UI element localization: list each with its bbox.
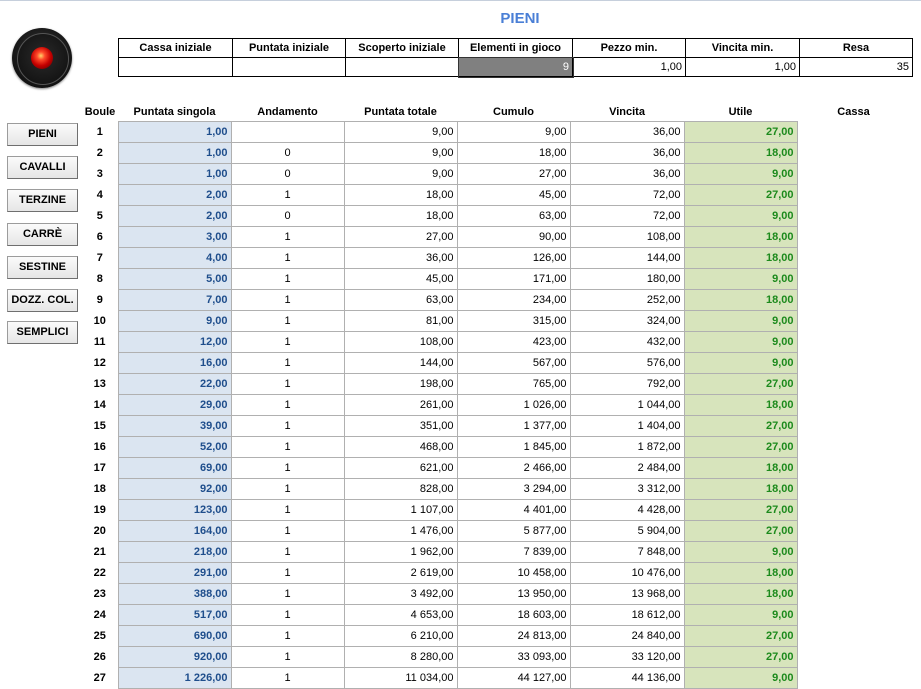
vincita-cell[interactable]: 18 612,00: [570, 605, 684, 626]
param-header-puntata-iniziale: Puntata iniziale: [233, 39, 346, 58]
table-row: [82, 521, 910, 542]
cumulo-cell[interactable]: 126,00: [457, 248, 570, 269]
cumulo-cell[interactable]: 27,00: [457, 164, 570, 185]
puntata-totale-cell[interactable]: 1 962,00: [344, 542, 457, 563]
cassa-cell[interactable]: [797, 605, 910, 626]
utile-cell[interactable]: 9,00: [684, 542, 797, 563]
vincita-cell[interactable]: 4 428,00: [570, 500, 684, 521]
boule-cell[interactable]: 24: [93, 609, 106, 621]
puntata-totale-cell[interactable]: 45,00: [344, 269, 457, 290]
andamento-cell[interactable]: 1: [231, 500, 344, 521]
cassa-cell[interactable]: [797, 416, 910, 437]
table-row: [82, 248, 910, 269]
vincita-cell[interactable]: 7 848,00: [570, 542, 684, 563]
puntata-totale-cell[interactable]: 27,00: [344, 227, 457, 248]
boule-cell[interactable]: 8: [96, 273, 103, 285]
table-row: [82, 290, 910, 311]
carre-button[interactable]: CARRÈ: [7, 223, 78, 246]
cumulo-cell[interactable]: 90,00: [457, 227, 570, 248]
boule-cell[interactable]: 18: [93, 483, 106, 495]
puntata-singola-cell[interactable]: 1,00: [118, 164, 231, 185]
vincita-cell[interactable]: 36,00: [570, 143, 684, 164]
cassa-cell[interactable]: [797, 626, 910, 647]
table-row: [82, 605, 910, 626]
table-row: [82, 458, 910, 479]
puntata-totale-cell[interactable]: 18,00: [344, 185, 457, 206]
puntata-totale-cell[interactable]: 198,00: [344, 374, 457, 395]
andamento-cell[interactable]: 1: [231, 458, 344, 479]
puntata-singola-cell[interactable]: 7,00: [118, 290, 231, 311]
cassa-cell[interactable]: [797, 374, 910, 395]
cumulo-cell[interactable]: 63,00: [457, 206, 570, 227]
table-row: [82, 374, 910, 395]
utile-cell[interactable]: 18,00: [684, 143, 797, 164]
cumulo-cell[interactable]: 24 813,00: [457, 626, 570, 647]
boule-cell[interactable]: 13: [93, 378, 106, 390]
boule-cell[interactable]: 15: [93, 420, 106, 432]
cumulo-cell[interactable]: 315,00: [457, 311, 570, 332]
cassa-cell[interactable]: [797, 584, 910, 605]
utile-cell[interactable]: 27,00: [684, 416, 797, 437]
boule-cell[interactable]: 9: [96, 294, 103, 306]
param-header-resa: Resa: [800, 39, 913, 58]
parameters-value-row: [119, 58, 913, 77]
cumulo-cell[interactable]: 7 839,00: [457, 542, 570, 563]
puntata-singola-cell[interactable]: 388,00: [118, 584, 231, 605]
puntata-totale-cell[interactable]: 468,00: [344, 437, 457, 458]
cassa-cell[interactable]: [797, 269, 910, 290]
puntata-singola-cell[interactable]: 1,00: [118, 122, 231, 143]
andamento-cell[interactable]: 1: [231, 647, 344, 668]
vincita-cell[interactable]: 36,00: [570, 164, 684, 185]
cumulo-cell[interactable]: 171,00: [457, 269, 570, 290]
table-row: [82, 647, 910, 668]
cumulo-cell[interactable]: 9,00: [457, 122, 570, 143]
cumulo-cell[interactable]: 234,00: [457, 290, 570, 311]
scoperto-iniziale-cell[interactable]: [346, 58, 459, 77]
cumulo-cell[interactable]: 45,00: [457, 185, 570, 206]
param-header-scoperto-iniziale: Scoperto iniziale: [346, 39, 459, 58]
cassa-cell[interactable]: [797, 563, 910, 584]
puntata-totale-cell[interactable]: 144,00: [344, 353, 457, 374]
cassa-cell[interactable]: [797, 290, 910, 311]
cassa-iniziale-cell[interactable]: [119, 58, 233, 77]
puntata-totale-cell[interactable]: 351,00: [344, 416, 457, 437]
utile-cell[interactable]: 18,00: [684, 479, 797, 500]
cassa-cell[interactable]: [797, 164, 910, 185]
utile-cell[interactable]: 27,00: [684, 626, 797, 647]
table-row: [82, 416, 910, 437]
vincita-cell[interactable]: 36,00: [570, 122, 684, 143]
boule-cell[interactable]: 19: [93, 504, 106, 516]
cassa-cell[interactable]: [797, 185, 910, 206]
cassa-cell[interactable]: [797, 332, 910, 353]
progression-table: [82, 102, 910, 689]
andamento-cell[interactable]: 1: [231, 185, 344, 206]
vincita-cell[interactable]: 13 968,00: [570, 584, 684, 605]
cumulo-cell[interactable]: 423,00: [457, 332, 570, 353]
cassa-cell[interactable]: [797, 458, 910, 479]
cumulo-cell[interactable]: 44 127,00: [457, 668, 570, 689]
puntata-singola-cell[interactable]: 218,00: [118, 542, 231, 563]
puntata-singola-cell[interactable]: 5,00: [118, 269, 231, 290]
vincita-cell[interactable]: 1 404,00: [570, 416, 684, 437]
parameters-table: [118, 38, 913, 77]
boule-cell[interactable]: 11: [93, 336, 106, 348]
utile-cell[interactable]: 18,00: [684, 458, 797, 479]
header-andamento: Andamento: [257, 105, 318, 118]
puntata-singola-cell[interactable]: 69,00: [118, 458, 231, 479]
boule-cell[interactable]: 4: [96, 189, 103, 201]
top-border: [0, 0, 921, 1]
utile-cell[interactable]: 27,00: [684, 647, 797, 668]
param-header-elementi-in-gioco: Elementi in gioco: [459, 39, 573, 58]
table-header-row: [82, 102, 910, 122]
table-row: [82, 269, 910, 290]
cumulo-cell[interactable]: 13 950,00: [457, 584, 570, 605]
puntata-singola-cell[interactable]: 9,00: [118, 311, 231, 332]
puntata-singola-cell[interactable]: 690,00: [118, 626, 231, 647]
cassa-cell[interactable]: [797, 542, 910, 563]
boule-cell[interactable]: 5: [96, 210, 103, 222]
andamento-cell[interactable]: 0: [231, 143, 344, 164]
cassa-cell[interactable]: [797, 395, 910, 416]
logo-eye: [31, 47, 53, 69]
boule-cell[interactable]: 23: [93, 588, 106, 600]
puntata-totale-cell[interactable]: 9,00: [344, 164, 457, 185]
puntata-totale-cell[interactable]: 828,00: [344, 479, 457, 500]
puntata-totale-cell[interactable]: 4 653,00: [344, 605, 457, 626]
puntata-totale-cell[interactable]: 63,00: [344, 290, 457, 311]
utile-cell[interactable]: 9,00: [684, 332, 797, 353]
table-row: [82, 395, 910, 416]
header-cumulo: Cumulo: [493, 105, 534, 118]
boule-cell[interactable]: 3: [96, 168, 103, 180]
utile-cell[interactable]: 9,00: [684, 311, 797, 332]
andamento-cell[interactable]: 1: [231, 563, 344, 584]
header-boule: Boule: [84, 105, 116, 118]
andamento-cell[interactable]: 1: [231, 584, 344, 605]
cassa-cell[interactable]: [797, 500, 910, 521]
cumulo-cell[interactable]: 18,00: [457, 143, 570, 164]
table-row: [82, 332, 910, 353]
vincita-cell[interactable]: 108,00: [570, 227, 684, 248]
andamento-cell[interactable]: 1: [231, 227, 344, 248]
andamento-cell[interactable]: 1: [231, 353, 344, 374]
cassa-cell[interactable]: [797, 353, 910, 374]
utile-cell[interactable]: 18,00: [684, 290, 797, 311]
andamento-cell[interactable]: 1: [231, 521, 344, 542]
cumulo-cell[interactable]: 4 401,00: [457, 500, 570, 521]
puntata-singola-cell[interactable]: 39,00: [118, 416, 231, 437]
puntata-totale-cell[interactable]: 1 107,00: [344, 500, 457, 521]
puntata-singola-cell[interactable]: 3,00: [118, 227, 231, 248]
cassa-cell[interactable]: [797, 668, 910, 689]
cumulo-cell[interactable]: 10 458,00: [457, 563, 570, 584]
vincita-cell[interactable]: 324,00: [570, 311, 684, 332]
cassa-cell[interactable]: [797, 521, 910, 542]
puntata-totale-cell[interactable]: 18,00: [344, 206, 457, 227]
table-row: [82, 353, 910, 374]
puntata-totale-cell[interactable]: 36,00: [344, 248, 457, 269]
puntata-totale-cell[interactable]: 9,00: [344, 143, 457, 164]
utile-cell[interactable]: 9,00: [684, 206, 797, 227]
vincita-cell[interactable]: 10 476,00: [570, 563, 684, 584]
cassa-cell[interactable]: [797, 248, 910, 269]
boule-cell[interactable]: 2: [96, 147, 103, 159]
puntata-singola-cell[interactable]: 52,00: [118, 437, 231, 458]
vincita-cell[interactable]: 72,00: [570, 206, 684, 227]
resa-cell[interactable]: 35: [800, 58, 913, 77]
vincita-cell[interactable]: 180,00: [570, 269, 684, 290]
utile-cell[interactable]: 18,00: [684, 563, 797, 584]
boule-cell[interactable]: 6: [96, 231, 103, 243]
boule-cell[interactable]: 21: [93, 546, 106, 558]
utile-cell[interactable]: 18,00: [684, 248, 797, 269]
puntata-totale-cell[interactable]: 3 492,00: [344, 584, 457, 605]
utile-cell[interactable]: 9,00: [684, 353, 797, 374]
table-row: [82, 500, 910, 521]
cumulo-cell[interactable]: 765,00: [457, 374, 570, 395]
utile-cell[interactable]: 27,00: [684, 500, 797, 521]
utile-cell[interactable]: 18,00: [684, 584, 797, 605]
table-body: [82, 122, 910, 689]
cumulo-cell[interactable]: 2 466,00: [457, 458, 570, 479]
table-row: [82, 563, 910, 584]
puntata-totale-cell[interactable]: 81,00: [344, 311, 457, 332]
cassa-cell[interactable]: [797, 311, 910, 332]
semplici-button[interactable]: SEMPLICI: [7, 321, 78, 344]
utile-cell[interactable]: 9,00: [684, 605, 797, 626]
utile-cell[interactable]: 9,00: [684, 668, 797, 689]
vincita-cell[interactable]: 24 840,00: [570, 626, 684, 647]
dozz-col-button[interactable]: DOZZ. COL.: [7, 289, 78, 312]
param-header-pezzo-min: Pezzo min.: [573, 39, 686, 58]
utile-cell[interactable]: 27,00: [684, 122, 797, 143]
boule-cell[interactable]: 12: [93, 357, 106, 369]
page-title: PIENI: [500, 10, 540, 27]
utile-cell[interactable]: 18,00: [684, 395, 797, 416]
cassa-cell[interactable]: [797, 206, 910, 227]
vincita-cell[interactable]: 576,00: [570, 353, 684, 374]
terzine-button[interactable]: TERZINE: [7, 189, 78, 212]
cumulo-cell[interactable]: 18 603,00: [457, 605, 570, 626]
boule-cell[interactable]: 1: [96, 126, 103, 138]
puntata-singola-cell[interactable]: 1 226,00: [118, 668, 231, 689]
puntata-singola-cell[interactable]: 2,00: [118, 206, 231, 227]
puntata-totale-cell[interactable]: 9,00: [344, 122, 457, 143]
puntata-singola-cell[interactable]: 164,00: [118, 521, 231, 542]
cumulo-cell[interactable]: 33 093,00: [457, 647, 570, 668]
puntata-totale-cell[interactable]: 2 619,00: [344, 563, 457, 584]
andamento-cell[interactable]: 1: [231, 479, 344, 500]
header-cassa: Cassa: [837, 105, 870, 118]
table-row: [82, 479, 910, 500]
puntata-singola-cell[interactable]: 4,00: [118, 248, 231, 269]
puntata-singola-cell[interactable]: 517,00: [118, 605, 231, 626]
boule-cell[interactable]: 17: [93, 462, 106, 474]
boule-cell[interactable]: 25: [93, 630, 106, 642]
puntata-totale-cell[interactable]: 1 476,00: [344, 521, 457, 542]
table-row: [82, 584, 910, 605]
puntata-totale-cell[interactable]: 621,00: [344, 458, 457, 479]
andamento-cell[interactable]: 1: [231, 332, 344, 353]
puntata-totale-cell[interactable]: 6 210,00: [344, 626, 457, 647]
cumulo-cell[interactable]: 1 377,00: [457, 416, 570, 437]
header-vincita: Vincita: [609, 105, 645, 118]
table-row: [82, 311, 910, 332]
puntata-iniziale-cell[interactable]: [233, 58, 346, 77]
parameters-header-row: [119, 39, 913, 58]
hal-eye-icon[interactable]: [12, 28, 72, 88]
andamento-cell[interactable]: 1: [231, 290, 344, 311]
puntata-singola-cell[interactable]: 12,00: [118, 332, 231, 353]
boule-cell[interactable]: 7: [96, 252, 103, 264]
pieni-button[interactable]: PIENI: [7, 123, 78, 146]
cumulo-cell[interactable]: 5 877,00: [457, 521, 570, 542]
boule-cell[interactable]: 20: [93, 525, 106, 537]
header-utile: Utile: [728, 105, 753, 118]
utile-cell[interactable]: 18,00: [684, 227, 797, 248]
andamento-cell[interactable]: 0: [231, 206, 344, 227]
cumulo-cell[interactable]: 1 026,00: [457, 395, 570, 416]
table-row: [82, 164, 910, 185]
cassa-cell[interactable]: [797, 143, 910, 164]
andamento-cell[interactable]: 1: [231, 437, 344, 458]
puntata-totale-cell[interactable]: 8 280,00: [344, 647, 457, 668]
utile-cell[interactable]: 27,00: [684, 185, 797, 206]
utile-cell[interactable]: 27,00: [684, 437, 797, 458]
elementi-in-gioco-cell[interactable]: 9: [459, 58, 573, 77]
table-row: [82, 143, 910, 164]
table-row: [82, 206, 910, 227]
pezzo-min-cell[interactable]: 1,00: [573, 58, 686, 77]
puntata-singola-cell[interactable]: 2,00: [118, 185, 231, 206]
cassa-cell[interactable]: [797, 122, 910, 143]
vincita-min-cell[interactable]: 1,00: [686, 58, 800, 77]
cassa-cell[interactable]: [797, 479, 910, 500]
andamento-cell[interactable]: 1: [231, 248, 344, 269]
vincita-cell[interactable]: 3 312,00: [570, 479, 684, 500]
utile-cell[interactable]: 9,00: [684, 164, 797, 185]
table-row: [82, 185, 910, 206]
boule-cell[interactable]: 22: [93, 567, 106, 579]
andamento-cell[interactable]: 1: [231, 626, 344, 647]
cumulo-cell[interactable]: 3 294,00: [457, 479, 570, 500]
table-row: [82, 542, 910, 563]
puntata-singola-cell[interactable]: 1,00: [118, 143, 231, 164]
puntata-singola-cell[interactable]: 920,00: [118, 647, 231, 668]
vincita-cell[interactable]: 72,00: [570, 185, 684, 206]
vincita-cell[interactable]: 2 484,00: [570, 458, 684, 479]
boule-cell[interactable]: 10: [93, 315, 106, 327]
vincita-cell[interactable]: 252,00: [570, 290, 684, 311]
puntata-singola-cell[interactable]: 123,00: [118, 500, 231, 521]
boule-cell[interactable]: 27: [93, 672, 106, 684]
puntata-singola-cell[interactable]: 291,00: [118, 563, 231, 584]
puntata-singola-cell[interactable]: 22,00: [118, 374, 231, 395]
andamento-cell[interactable]: 0: [231, 164, 344, 185]
param-header-cassa-iniziale: Cassa iniziale: [119, 39, 233, 58]
cassa-cell[interactable]: [797, 647, 910, 668]
andamento-cell[interactable]: 1: [231, 311, 344, 332]
cumulo-cell[interactable]: 1 845,00: [457, 437, 570, 458]
vincita-cell[interactable]: 792,00: [570, 374, 684, 395]
table-row: [82, 668, 910, 689]
vincita-cell[interactable]: 432,00: [570, 332, 684, 353]
cumulo-cell[interactable]: 567,00: [457, 353, 570, 374]
vincita-cell[interactable]: 33 120,00: [570, 647, 684, 668]
andamento-cell[interactable]: [231, 122, 344, 143]
utile-cell[interactable]: 9,00: [684, 269, 797, 290]
utile-cell[interactable]: 27,00: [684, 374, 797, 395]
boule-cell[interactable]: 16: [93, 441, 106, 453]
header-puntata-totale: Puntata totale: [364, 105, 437, 118]
andamento-cell[interactable]: 1: [231, 668, 344, 689]
andamento-cell[interactable]: 1: [231, 605, 344, 626]
table-row: [82, 437, 910, 458]
sestine-button[interactable]: SESTINE: [7, 256, 78, 279]
vincita-cell[interactable]: 144,00: [570, 248, 684, 269]
andamento-cell[interactable]: 1: [231, 416, 344, 437]
andamento-cell[interactable]: 1: [231, 269, 344, 290]
boule-cell[interactable]: 14: [93, 399, 106, 411]
cavalli-button[interactable]: CAVALLI: [7, 156, 78, 179]
puntata-totale-cell[interactable]: 261,00: [344, 395, 457, 416]
puntata-singola-cell[interactable]: 92,00: [118, 479, 231, 500]
header-puntata-singola: Puntata singola: [133, 105, 216, 118]
table-row: [82, 626, 910, 647]
vincita-cell[interactable]: 44 136,00: [570, 668, 684, 689]
boule-cell[interactable]: 26: [93, 651, 106, 663]
puntata-singola-cell[interactable]: 16,00: [118, 353, 231, 374]
andamento-cell[interactable]: 1: [231, 542, 344, 563]
vincita-cell[interactable]: 1 044,00: [570, 395, 684, 416]
puntata-singola-cell[interactable]: 29,00: [118, 395, 231, 416]
cassa-cell[interactable]: [797, 227, 910, 248]
vincita-cell[interactable]: 5 904,00: [570, 521, 684, 542]
andamento-cell[interactable]: 1: [231, 395, 344, 416]
andamento-cell[interactable]: 1: [231, 374, 344, 395]
cassa-cell[interactable]: [797, 437, 910, 458]
vincita-cell[interactable]: 1 872,00: [570, 437, 684, 458]
table-row: [82, 122, 910, 143]
table-row: [82, 227, 910, 248]
puntata-totale-cell[interactable]: 11 034,00: [344, 668, 457, 689]
param-header-vincita-min: Vincita min.: [686, 39, 800, 58]
puntata-totale-cell[interactable]: 108,00: [344, 332, 457, 353]
utile-cell[interactable]: 27,00: [684, 521, 797, 542]
